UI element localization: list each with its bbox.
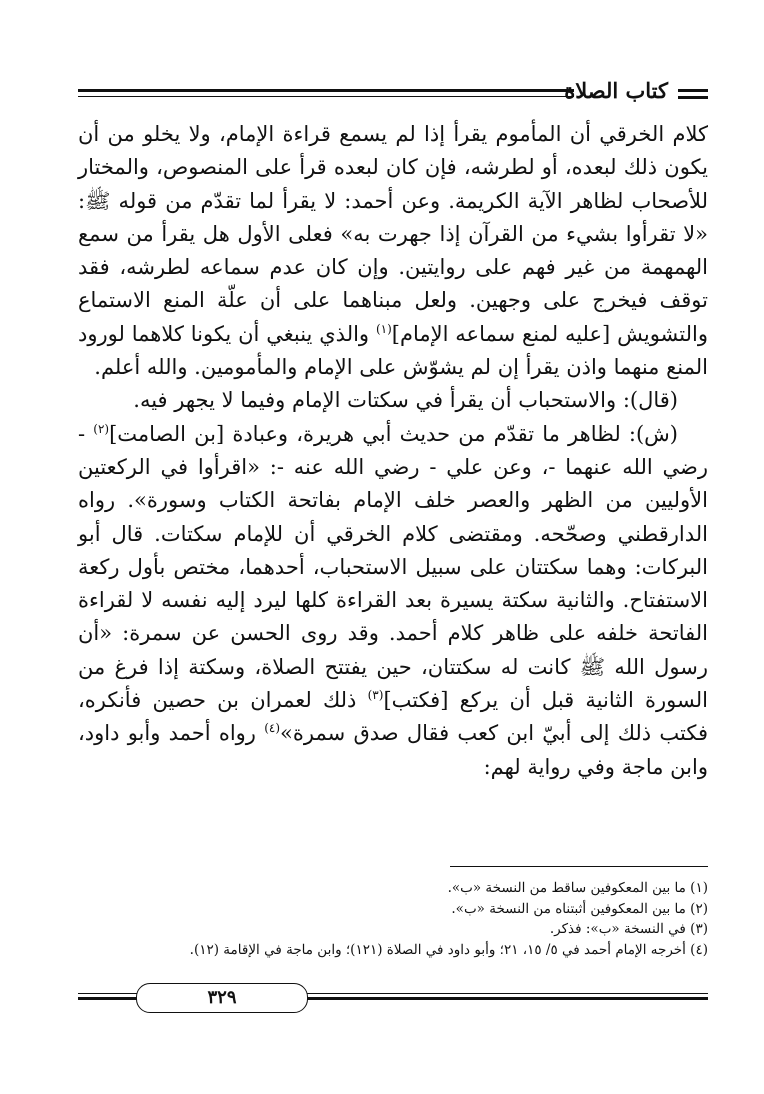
footnote-separator (450, 866, 708, 867)
paragraph-3: (ش): لظاهر ما تقدّم من حديث أبي هريرة، وعبادة [بن الصامت]$^{(٢)}$ - رضي الله عنهما -، وعن علي - رضي الله عنه -: «اقرأوا في الركعتين الأوليين من الظهر والعصر خلف الإمام بفاتحة الكتاب وسورة». رواه الدارقطني وصحّحه. ومقتضى كلام الخرقي أن للإمام سكتات. قال أبو البركات: وهما سكتتان على سبيل الاستحباب، أحدهما، مختص بأول ركعة الاستفتاح. والثانية سكتة يسيرة بعد القراءة كلها ليرد إليه نفسه لا لقراءة الفاتحة خلفه على ظاهر كلام أحمد. وقد روى الحسن عن سمرة: «أن رسول الله ﷺ كانت له سكتتان، حين يفتتح الصلاة، وسكتة إذا فرغ من السورة الثانية قبل أن يركع [فكتب]$^{(٣)}$ ذلك لعمران بن حصين فأنكره، فكتب ذلك إلى أبيّ ابن كعب فقال صدق سمرة»$^{(٤)}$ رواه أحمد وأبو داود، وابن ماجة وفي رواية لهم: (78, 421, 708, 779)
footnote-4: (٤) أخرجه الإمام أحمد في ٥/ ١٥، ٢١؛ وأبو داود في الصلاة (١٢١)؛ وابن ماجة في الإقامة (١٢). (189, 941, 708, 958)
chapter-title: كتاب الصلاة (564, 78, 668, 103)
page-footer (78, 983, 708, 1023)
paragraph-1: كلام الخرقي أن المأموم يقرأ إذا لم يسمع قراءة الإمام، ولا يخلو من أن يكون ذلك لبعده، أو لطرشه، فإن كان لبعده قرأ على المنصوص، والمختار للأصحاب لظاهر الآية الكريمة. وعن أحمد: لا يقرأ لما تقدّم من قوله ﷺ: «لا تقرأوا بشيء من القرآن إذا جهرت به» فعلى الأول هل يقرأ من سمع الهمهمة من غير فهم على روايتين. وإن كان عدم سماعه لطرشه، فقد توقف فيخرج على وجهين. ولعل مبناهما على أن علّة المنع الاستماع والتشويش [عليه لمنع سماعه الإمام]$^{(١)}$ والذي ينبغي أن يكونا كلاهما لورود المنع منهما واذن يقرأ إن لم يشوّش على الإمام والمأمومين. والله أعلم. (78, 122, 708, 380)
footnote-ref-3: (٣) (367, 688, 384, 703)
footnote-3: (٣) في النسخة «ب»: فذكر. (549, 921, 708, 937)
footnote-1: (١) ما بين المعكوفين ساقط من النسخة «ب». (447, 880, 708, 896)
footnotes (78, 878, 708, 960)
running-header (78, 80, 708, 106)
header-rule-thick (78, 89, 574, 92)
header-rule-thin (78, 96, 574, 97)
footnote-2: (٢) ما بين المعكوفين أثبتناه من النسخة «ب». (451, 900, 708, 917)
header-ornament (678, 89, 708, 103)
footnote-ref-1: (١) (375, 321, 392, 336)
footnote-ref-2: (٢) (93, 421, 110, 436)
footnote-ref-4: (٤) (264, 721, 281, 736)
paragraph-2: (قال): والاستحباب أن يقرأ في سكتات الإمام وفيما لا يجهر فيه. (133, 388, 678, 413)
main-text (78, 118, 708, 784)
page-number: ٣٢٩ (136, 983, 308, 1013)
